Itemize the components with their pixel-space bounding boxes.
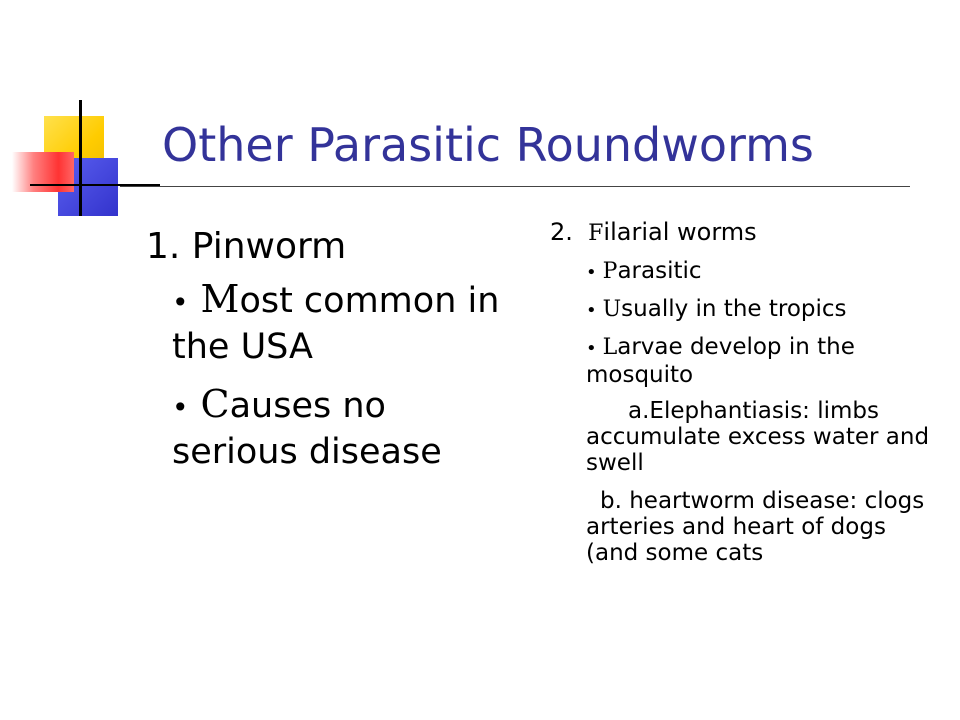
- bullet-icon: •: [172, 391, 189, 424]
- sub-item-heartworm: b. heartworm disease: clogs arteries and heart of dogs (and some cats: [586, 488, 925, 566]
- slide-title: Other Parasitic Roundworms: [162, 118, 814, 172]
- bullet-item: • Causes no serious disease: [172, 382, 442, 472]
- right-column: [548, 218, 938, 578]
- title-underline: [120, 186, 910, 187]
- bullet-icon: •: [586, 338, 597, 359]
- decorative-logo: [0, 0, 150, 230]
- bullet-item: • Most common in the USA: [172, 277, 500, 367]
- left-column: [146, 226, 516, 487]
- pinworm-heading: 1. Pinworm: [146, 226, 347, 267]
- filarial-heading: 2. Filarial worms: [550, 218, 757, 246]
- bullet-icon: •: [586, 300, 597, 321]
- bullet-item: • Parasitic: [586, 258, 702, 284]
- bullet-item: • Usually in the tropics: [586, 296, 847, 322]
- logo-red-square: [12, 152, 74, 192]
- bullet-icon: •: [172, 286, 189, 319]
- logo-vertical-line: [79, 100, 82, 216]
- bullet-icon: •: [586, 262, 597, 283]
- sub-item-elephantiasis: a.Elephantiasis: limbs accumulate excess water and swell: [586, 398, 930, 476]
- bullet-item: • Larvae develop in the mosquito: [586, 334, 855, 388]
